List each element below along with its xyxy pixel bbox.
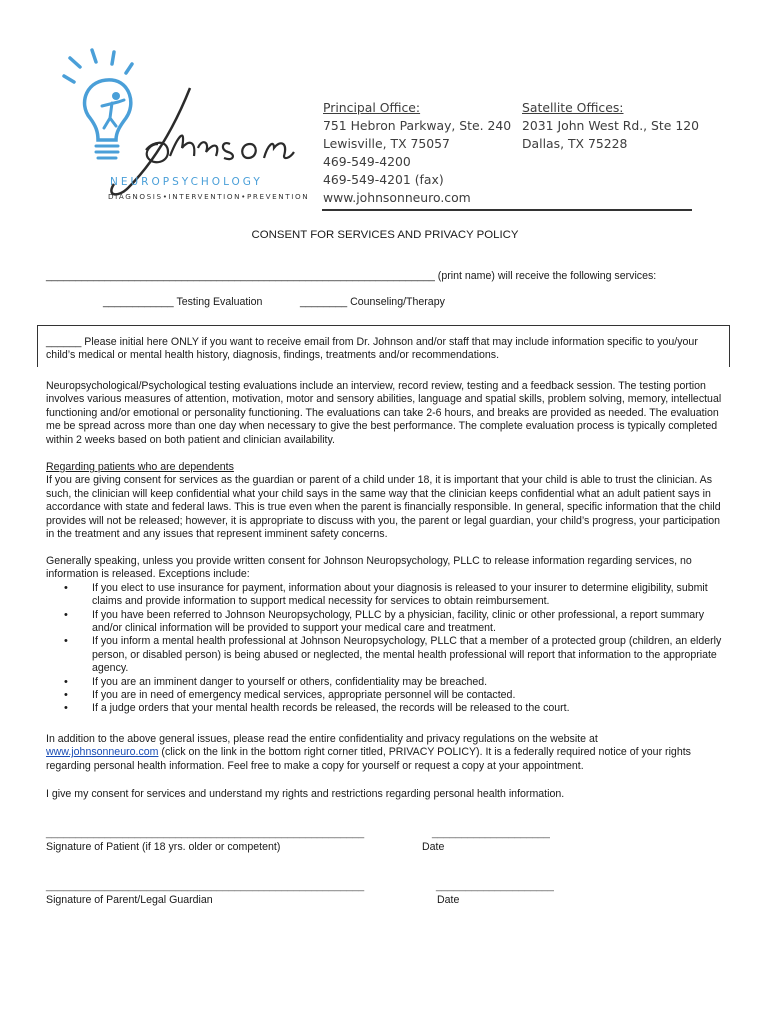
dependents-section <box>46 461 730 541</box>
dependents-heading: Regarding patients who are dependents <box>46 461 234 473</box>
testing-paragraph: Neuropsychological/Psychological testing evaluations include an interview, record review, testing and a feedback session. The testing portion involves various measures of attention, motivation, motor and sensory abilities, language and spatial skills, problem solving, memory, intellectual functioning and/or emotional or personality functioning. The evaluations can take 2-6 hours, and breaks are provided as needed. The evaluation me be spread across more than one day when necessary to give the best performance. The complete evaluation process is typically completed within 2 weeks based on both patient and clinician availability. <box>46 380 722 446</box>
email-consent-initial-field[interactable]: ______ Please initial here ONLY if you want to receive email from Dr. Johnson and/or staff that may include information specific to you/your child’s medical or mental health history, diagnosis, findings, treatments and/or recommendations. <box>46 336 698 362</box>
testing-description <box>46 380 730 447</box>
list-item: • If you elect to use insurance for payment, information about your diagnosis is released to your insurer to determine eligibility, submit claims and provide information to support medical necessity for services to obtain reimbursement. <box>46 582 730 609</box>
guardian-date-line[interactable]: ____________________ <box>436 880 554 892</box>
principal-office-heading: Principal Office: <box>323 100 421 115</box>
list-item: • If you inform a mental health professional at Johnson Neuropsychology, PLLC that a member of a protected group (children, an elderly person, or disabled person) is being abused or neglected, the mental health professional will report that information to the appropriate agency. <box>46 635 730 675</box>
document-title: CONSENT FOR SERVICES AND PRIVACY POLICY <box>251 229 519 241</box>
exceptions-section <box>46 555 730 716</box>
satellite-office-address-2: Dallas, TX 75228 <box>522 136 628 151</box>
principal-office-address-1: 751 Hebron Parkway, Ste. 240 <box>323 118 512 133</box>
privacy-paragraph <box>46 733 730 773</box>
patient-signature-line[interactable]: ______________________________________________________ <box>46 827 365 839</box>
principal-office-address-2: Lewisville, TX 75057 <box>323 136 450 151</box>
satellite-offices <box>522 99 699 153</box>
patient-signature-label: Signature of Patient (if 18 yrs. older or competent) <box>46 841 281 853</box>
principal-office-phone: 469-549-4200 <box>323 154 411 169</box>
guardian-date-label: Date <box>437 894 460 906</box>
header-divider <box>322 209 692 211</box>
list-item: • If a judge orders that your mental health records be released, the records will be released to the court. <box>46 702 730 715</box>
satellite-offices-heading: Satellite Offices: <box>522 100 624 115</box>
list-item: • If you have been referred to Johnson Neuropsychology, PLLC by a physician, facility, clinic or other professional, a report summary and/or clinical information will be provided to support your medical care and treatment. <box>46 609 730 636</box>
principal-office-fax: 469-549-4201 (fax) <box>323 172 444 187</box>
email-consent-box <box>37 325 730 367</box>
counseling-therapy-option[interactable]: ________ Counseling/Therapy <box>300 296 445 308</box>
principal-office <box>323 99 511 207</box>
guardian-signature-line[interactable]: ______________________________________________________ <box>46 880 365 892</box>
privacy-text-before: In addition to the above general issues, please read the entire confidentiality and privacy regulations on the website at <box>46 733 598 745</box>
principal-office-website: www.johnsonneuro.com <box>323 190 471 205</box>
dependents-paragraph: If you are giving consent for services as the guardian or parent of a child under 18, it is important that your child is able to trust the clinician. As such, the clinician will keep confidential what your child says in the same way that the clinician keeps confidential what an adult patient says in accordance with state and federal laws. This is true even when the parent is financially responsible. In general, specific information that the child provides will not be released; however, it is appropriate to discuss with you, the parent or legal guardian, your child’s progress, your participation in the treatment and any issues that represent imminent safety concerns. <box>46 474 721 541</box>
testing-evaluation-option[interactable]: ____________ Testing Evaluation <box>103 296 263 308</box>
guardian-signature-label: Signature of Parent/Legal Guardian <box>46 894 213 906</box>
list-item: • If you are in need of emergency medical services, appropriate personnel will be contacted. <box>46 689 730 702</box>
privacy-text-after: (click on the link in the bottom right corner titled, PRIVACY POLICY). It is a federally required notice of your rights regarding personal health information. Feel free to make a copy for yourself or request a copy at your appointment. <box>46 746 691 772</box>
patient-date-label: Date <box>422 841 445 853</box>
logo-subtitle: NEUROPSYCHOLOGY <box>110 176 263 188</box>
consent-statement <box>46 788 730 801</box>
exceptions-list <box>46 582 730 716</box>
consent-statement-text: I give my consent for services and understand my rights and restrictions regarding personal health information. <box>46 788 565 800</box>
logo-tagline: DIAGNOSIS•INTERVENTION•PREVENTION <box>108 192 310 201</box>
satellite-office-address-1: 2031 John West Rd., Ste 120 <box>522 118 699 133</box>
privacy-section <box>46 733 730 773</box>
privacy-website-link[interactable]: www.johnsonneuro.com <box>46 746 159 759</box>
company-logo <box>58 48 310 208</box>
print-name-field[interactable]: __________________________________________________________________ (print name) will receive the following services: <box>46 270 657 282</box>
list-item: • If you are an imminent danger to yourself or others, confidentiality may be breached. <box>46 676 730 689</box>
exceptions-intro: Generally speaking, unless you provide written consent for Johnson Neuropsychology, PLLC to release information regarding services, no information is released. Exceptions include: <box>46 555 692 581</box>
patient-date-line[interactable]: ____________________ <box>432 827 550 839</box>
